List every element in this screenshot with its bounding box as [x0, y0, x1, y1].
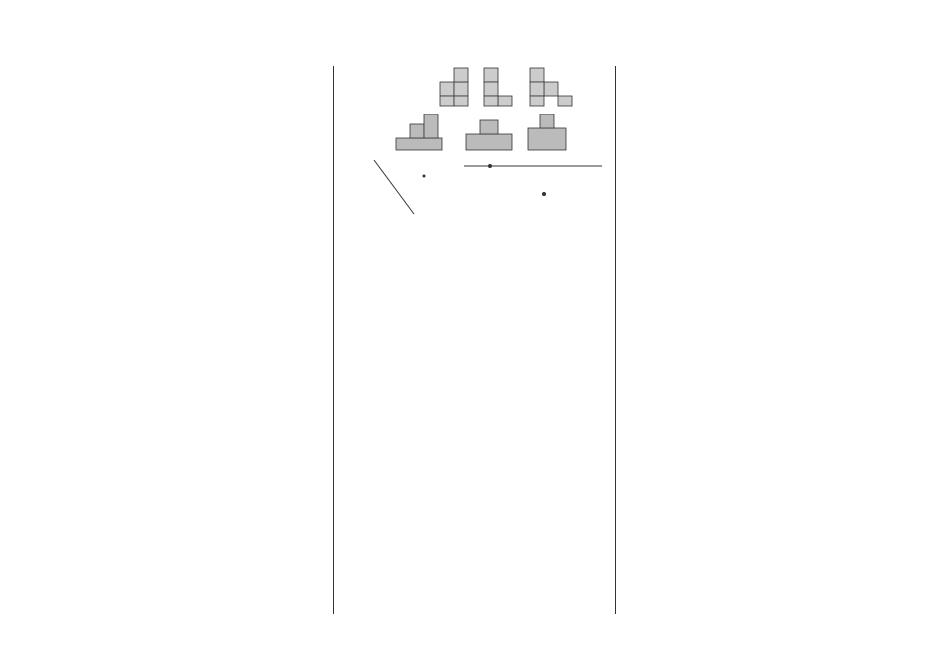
column-divider [615, 66, 616, 614]
column-2 [344, 66, 608, 216]
cube-figures-views [344, 66, 608, 110]
column-3 [622, 94, 890, 244]
block-stacks [344, 114, 608, 154]
bar-chart-svg [626, 94, 846, 244]
bar-chart [626, 94, 846, 244]
map-lines [344, 158, 608, 216]
map-figure [344, 158, 608, 216]
column-divider [333, 66, 334, 614]
